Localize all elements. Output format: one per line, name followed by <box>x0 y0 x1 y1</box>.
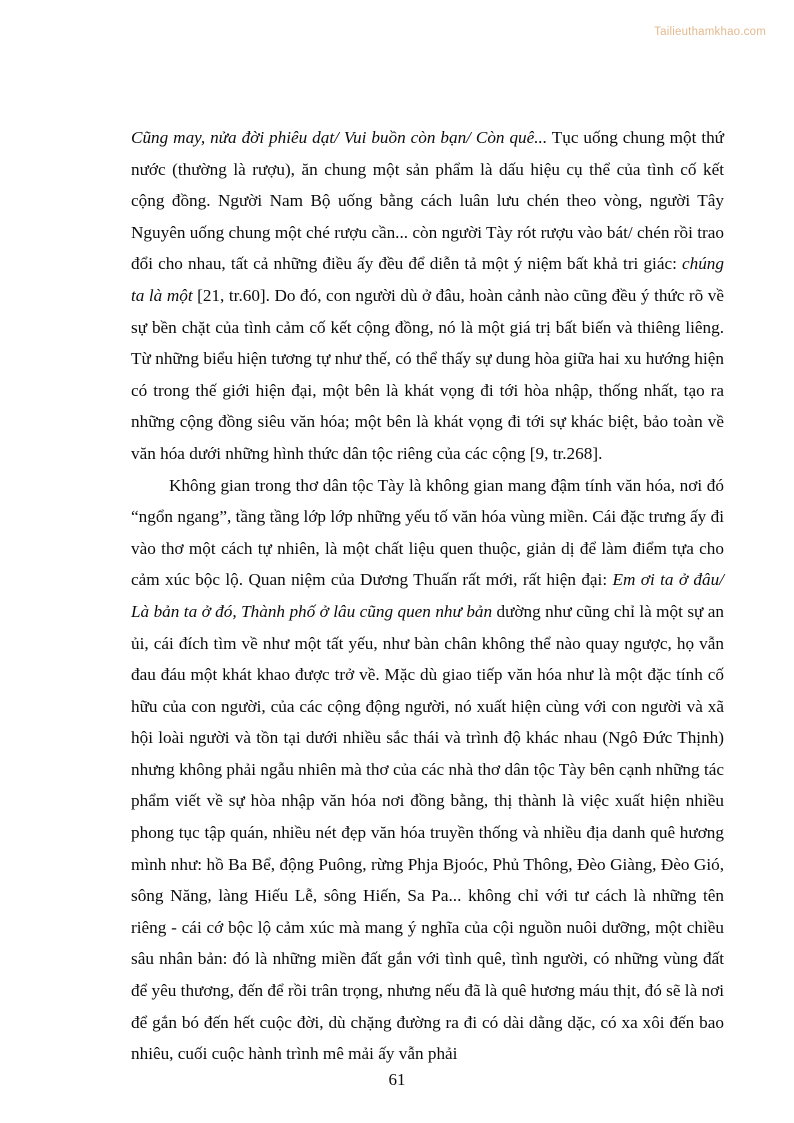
watermark-text: Tailieuthamkhao.com <box>654 26 766 38</box>
document-body <box>131 122 724 1070</box>
paragraph-1 <box>131 122 724 470</box>
quoted-verse-text: chúng ta là một <box>131 254 724 305</box>
body-text: Tục uống chung một thứ nước (thường là rượu), ăn chung một sản phẩm là dấu hiệu cụ thể của tình cố kết cộng đồng. Người Nam Bộ uống bằng cách luân lưu chén theo vòng, người Tây Nguyên uống chung một ché rượu cần... còn người Tày rót rượu vào bát/ chén rồi trao đổi cho nhau, tất cả những điều ấy đều để diễn tả một ý niệm bất khả tri giác: <box>131 128 725 274</box>
body-text: [21, tr.60]. Do đó, con người dù ở đâu, hoàn cảnh nào cũng đều ý thức rõ về sự bền chặt của tình cảm cố kết cộng đồng, nó là một giá trị bất biến và thiêng liêng. Từ những biểu hiện tương tự như thế, có thể thấy sự dung hòa giữa hai xu hướng hiện có trong thế giới hiện đại, một bên là khát vọng đi tới hòa nhập, thống nhất, tạo ra những cộng đồng siêu văn hóa; một bên là khát vọng đi tới sự khác biệt, bảo toàn về văn hóa dưới những hình thức dân tộc riêng của các cộng [9, tr.268]. <box>131 285 724 463</box>
quoted-verse-text: Cũng may, nửa đời phiêu dạt/ Vui buồn còn bạn/ Còn quê... <box>131 128 548 147</box>
body-text: Không gian trong thơ dân tộc Tày là không gian mang đậm tính văn hóa, nơi đó “ngổn ngang”, tầng tầng lớp lớp những yếu tố văn hóa vùng miền. Cái đặc trưng ấy đi vào thơ một cách tự nhiên, là một chất liệu quen thuộc, giản dị để làm điểm tựa cho cảm xúc bộc lộ. Quan niệm của Dương Thuấn rất mới, rất hiện đại: <box>131 475 724 590</box>
paragraph-2 <box>131 470 724 1070</box>
body-text: dường như cũng chỉ là một sự an ủi, cái đích tìm về như một tất yếu, như bàn chân không thể nào quay ngược, họ vẫn đau đáu một khát khao được trở về. Mặc dù giao tiếp văn hóa như là một đặc tính cố hữu của con người, của các cộng động người, nó xuất hiện cùng với con người và xã hội loài người và tồn tại dưới nhiều sắc thái và trình độ khác nhau (Ngô Đức Thịnh) nhưng không phải ngẫu nhiên mà thơ của các nhà thơ dân tộc Tày bên cạnh những tác phẩm viết về sự hòa nhập văn hóa nơi đồng bằng, thị thành là việc xuất hiện nhiều phong tục tập quán, nhiều nét đẹp văn hóa truyền thống và nhiều địa danh quê hương mình như: hồ Ba Bể, động Puông, rừng Phja Bjoóc, Phủ Thông, Đèo Giàng, Đèo Gió, sông Năng, làng Hiếu Lễ, sông Hiến, Sa Pa... không chỉ với tư cách là những tên riêng - cái cớ bộc lộ cảm xúc mà mang ý nghĩa của cội nguồn nuôi dưỡng, một chiều sâu nhân bản: đó là những miền đất gắn với tình quê, tình người, có những vùng đất để yêu thương, đến để rồi trân trọng, nhưng nếu đã là quê hương máu thịt, đó sẽ là nơi để gắn bó đến hết cuộc đời, dù chặng đường ra đi có dài dằng dặc, có xa xôi đến bao nhiêu, cuối cuộc hành trình mê mải ấy vẫn phải <box>131 601 724 1064</box>
page-number: 61 <box>388 1070 406 1089</box>
quoted-verse-text: Em ơi ta ở đâu/ Là bản ta ở đó, Thành phố ở lâu cũng quen như bản <box>131 570 724 621</box>
